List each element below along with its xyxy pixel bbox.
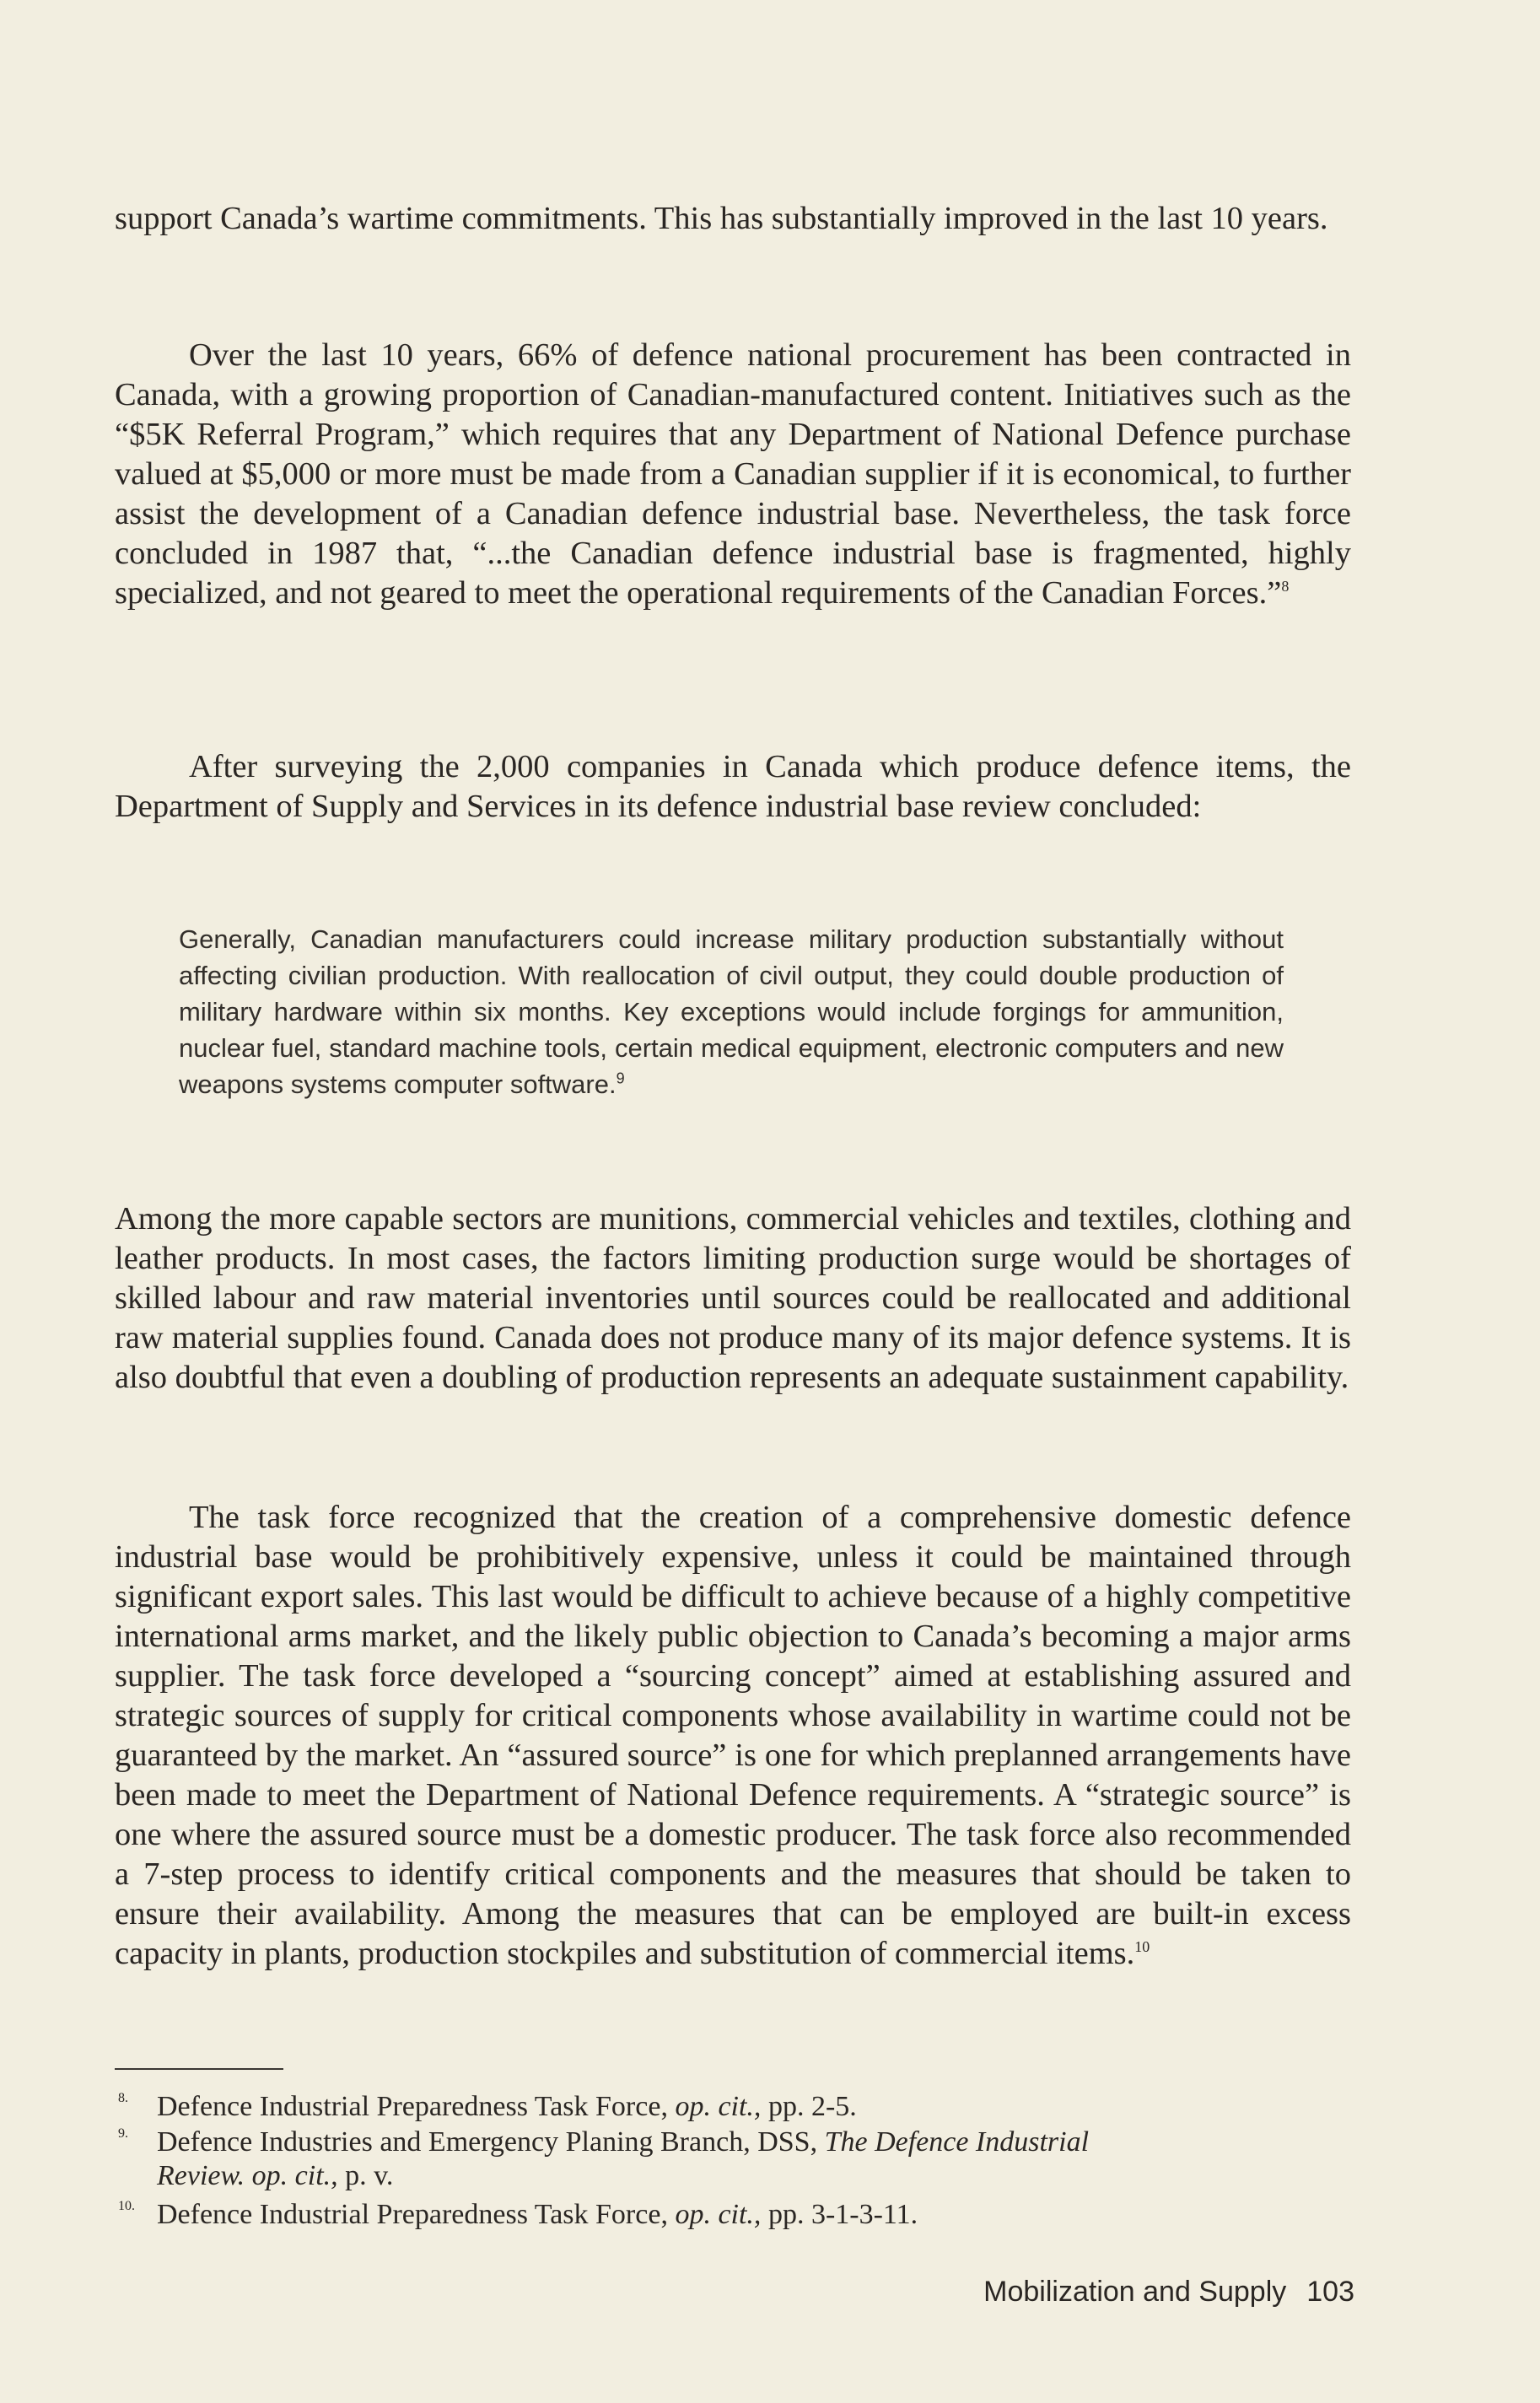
footnote-text: Defence Industries and Emergency Planing Branch, DSS, (157, 2126, 818, 2158)
paragraph-sectors (115, 1199, 1351, 1398)
footnote-number: 8. (118, 2091, 128, 2105)
footnote-text: Defence Industrial Preparedness Task Force, (157, 2199, 668, 2230)
footnote-number: 9. (118, 2126, 128, 2141)
footnote-pages: pp. 3-1-3-11. (767, 2199, 918, 2230)
paragraph-text: support Canada’s wartime commitments. This has substantially improved in the last 10 years. (115, 201, 1328, 236)
paragraph-survey (115, 747, 1351, 827)
footnote-number: 10. (118, 2199, 135, 2213)
footnote-citation: op. cit., (675, 2199, 762, 2230)
footnote-title: The Defence Industrial (824, 2126, 1090, 2158)
footnote-text: Defence Industrial Preparedness Task Force, (157, 2091, 668, 2122)
footnote-ref-8: 8 (1281, 578, 1290, 595)
footnote-divider (115, 2068, 283, 2070)
footnote-pages: p. v. (345, 2160, 394, 2191)
block-quote (179, 921, 1284, 1102)
footnote-title-cont: Review. (157, 2160, 245, 2191)
paragraph-continuation (115, 199, 1351, 239)
paragraph-text: The task force recognized that the creation of a comprehensive domestic defence industrial base would be prohibitively expensive, unless it could be maintained through significant export sales. This last would be difficult to achieve because of a highly competitive international arms market, and the likely public objection to Canada’s becoming a major arms supplier. The task force developed a “sourcing concept” aimed at establishing assured and strategic sources of supply for critical components whose availability in wartime could not be guaranteed by the market. An “assured source” is one for which preplanned arrangements have been made to meet the Department of National Defence requirements. A “strategic source” is one where the assured source must be a domestic producer. The task force also recommended a 7-step process to identify critical components and the measures that should be taken to ensure their availability. Among the measures that can be employed are built-in excess capacity in plants, production stockpiles and substitution of commercial items. (115, 1500, 1351, 1971)
footnote-citation: op. cit., (251, 2160, 338, 2191)
paragraph-sourcing (115, 1498, 1351, 1974)
footnote-citation: op. cit., (675, 2091, 762, 2122)
footnote-ref-10: 10 (1134, 1938, 1150, 1956)
footnote-pages: pp. 2-5. (767, 2091, 857, 2122)
paragraph-text: Over the last 10 years, 66% of defence national procurement has been contracted in Canada, with a growing proportion of Canadian-manufactured content. Initiatives such as the “$5K Referral Program,” which requires that any Department of National Defence purchase valued at $5,000 or more must be made from a Canadian supplier if it is economical, to further assist the development of a Canadian defence industrial base. Nevertheless, the task force concluded in 1987 that, “...the Canadian defence industrial base is fragmented, highly specialized, and not geared to meet the operational requirements of the Canadian Forces.” (115, 337, 1351, 611)
page-footer (983, 2276, 1354, 2309)
page-number: 103 (1306, 2276, 1354, 2308)
running-footer-title: Mobilization and Supply (983, 2276, 1287, 2308)
footnote-ref-9: 9 (616, 1069, 625, 1087)
paragraph-text: Among the more capable sectors are munitions, commercial vehicles and textiles, clothing and leather products. In most cases, the factors limiting production surge would be shortages of skilled labour and raw material inventories until sources could be reallocated and additional raw material supplies found. Canada does not produce many of its major defence systems. It is also doubtful that even a doubling of production represents an adequate sustainment capability. (115, 1201, 1351, 1395)
quote-text: Generally, Canadian manufacturers could increase military production substantially without affecting civilian production. With reallocation of civil output, they could double production of military hardware within six months. Key exceptions would include forgings for ammunition, nuclear fuel, standard machine tools, certain medical equipment, electronic computers and new weapons systems computer software. (179, 924, 1284, 1099)
paragraph-procurement (115, 336, 1351, 613)
paragraph-text: After surveying the 2,000 companies in Canada which produce defence items, the Department of Supply and Services in its defence industrial base review concluded: (115, 749, 1351, 824)
